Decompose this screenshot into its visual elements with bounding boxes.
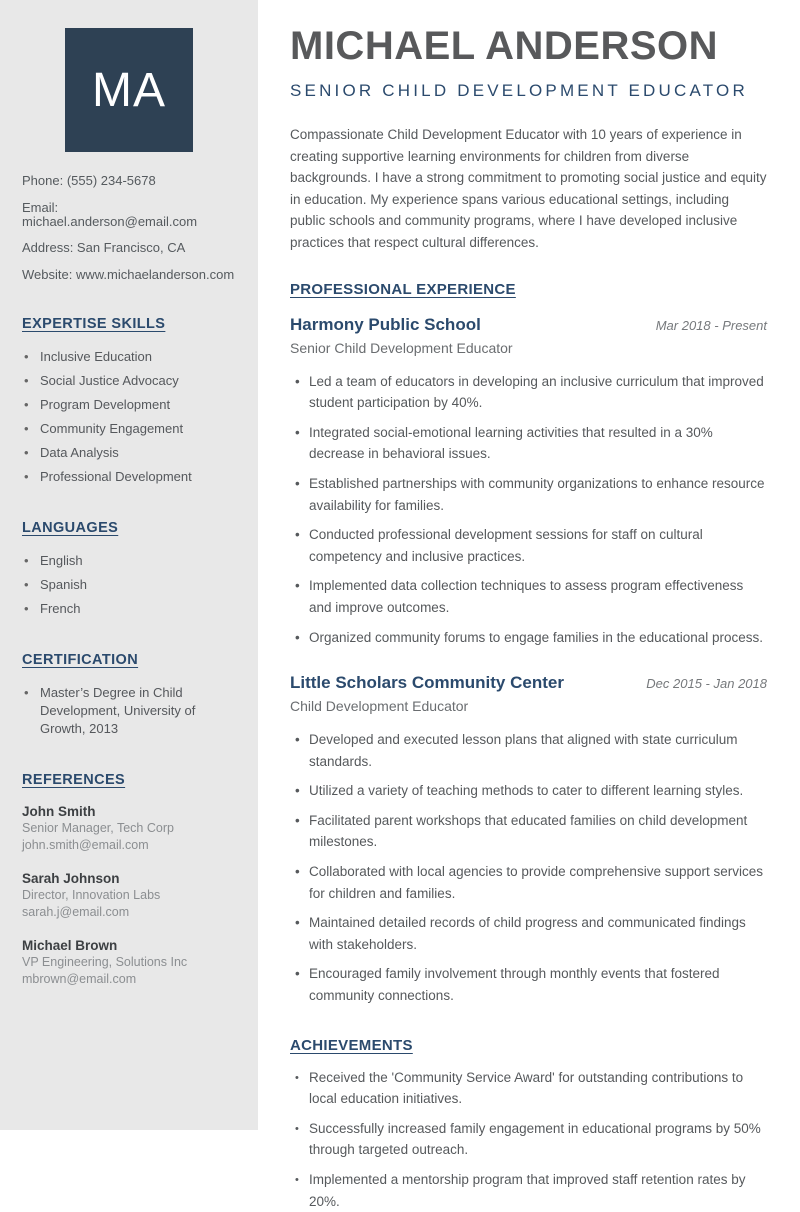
sidebar-heading-certification: CERTIFICATION <box>22 651 139 668</box>
reference-name: Michael Brown <box>22 937 118 953</box>
achievement-item: • Successfully increased family engagement in educational programs by 50% through targeted outreach. <box>290 1118 767 1161</box>
job-bullet: • Organized community forums to engage families in the educational process. <box>290 627 767 649</box>
reference-email: sarah.j@email.com <box>22 905 130 919</box>
contact-email: Email: michael.anderson@email.com <box>22 199 198 229</box>
job-bullet-list <box>290 729 767 1007</box>
main-content <box>258 0 800 1209</box>
reference-entry <box>22 937 236 989</box>
certification-item: • Master’s Degree in Child Development, University of Growth, 2013 <box>22 684 236 738</box>
job-bullet: • Integrated social-emotional learning activities that resulted in a 30% decrease in behavioral issues. <box>290 422 767 465</box>
achievement-item: • Received the 'Community Service Award' for outstanding contributions to local education initiatives. <box>290 1067 767 1110</box>
person-job-title: SENIOR CHILD DEVELOPMENT EDUCATOR <box>290 81 748 100</box>
reference-email: john.smith@email.com <box>22 838 149 852</box>
sidebar <box>0 0 258 1130</box>
job-entry <box>290 315 767 649</box>
contact-info <box>22 174 236 282</box>
language-item: • English <box>22 552 236 570</box>
summary-paragraph: Compassionate Child Development Educator with 10 years of experience in creating supportive learning environments for children from diverse backgrounds. I have a strong commitment to promoting social justice and equity in education. My experience spans various educational settings, including public schools and community programs, where I have developed inclusive practices that respect cultural differences. <box>290 127 767 250</box>
contact-website: Website: www.michaelanderson.com <box>22 266 235 282</box>
reference-name: John Smith <box>22 803 96 819</box>
sidebar-heading-references: REFERENCES <box>22 771 126 788</box>
job-role: Senior Child Development Educator <box>290 339 513 356</box>
job-bullet: • Developed and executed lesson plans that aligned with state curriculum standards. <box>290 729 767 772</box>
job-entry <box>290 673 767 1007</box>
job-dates: Mar 2018 - Present <box>655 317 767 333</box>
job-bullet: • Encouraged family involvement through monthly events that fostered community connections. <box>290 963 767 1006</box>
reference-name: Sarah Johnson <box>22 870 120 886</box>
job-bullet: • Maintained detailed records of child progress and communicated findings with stakeholders. <box>290 912 767 955</box>
achievements-list <box>290 1067 767 1212</box>
job-bullet: • Established partnerships with community organizations to enhance resource availability for families. <box>290 473 767 516</box>
language-item: • Spanish <box>22 576 236 594</box>
sidebar-heading-languages: LANGUAGES <box>22 519 119 536</box>
skill-item: • Community Engagement <box>22 420 236 438</box>
job-bullet: • Implemented data collection techniques to assess program effectiveness and improve outcomes. <box>290 575 767 618</box>
reference-entry <box>22 803 236 855</box>
contact-address: Address: San Francisco, CA <box>22 240 186 255</box>
achievement-item: • Implemented a mentorship program that improved staff retention rates by 20%. <box>290 1169 767 1212</box>
reference-email: mbrown@email.com <box>22 972 137 986</box>
job-header <box>290 315 767 335</box>
certification-list <box>22 684 236 738</box>
person-name: MICHAEL ANDERSON <box>290 24 719 68</box>
reference-entry <box>22 870 236 922</box>
job-bullet-list <box>290 371 767 649</box>
reference-role: Director, Innovation Labs <box>22 887 161 902</box>
languages-list <box>22 552 236 618</box>
skill-item: • Inclusive Education <box>22 348 236 366</box>
skills-list <box>22 348 236 486</box>
reference-role: Senior Manager, Tech Corp <box>22 820 174 835</box>
job-bullet: • Facilitated parent workshops that educated families on child development milestones. <box>290 810 767 853</box>
skill-item: • Data Analysis <box>22 444 236 462</box>
reference-role: VP Engineering, Solutions Inc <box>22 954 188 969</box>
section-heading-achievements: ACHIEVEMENTS <box>290 1036 413 1054</box>
language-item: • French <box>22 600 236 618</box>
job-bullet: • Led a team of educators in developing an inclusive curriculum that improved student participation by 40%. <box>290 371 767 414</box>
monogram-initials: MA <box>92 63 166 117</box>
skill-item: • Program Development <box>22 396 236 414</box>
monogram-badge <box>65 28 193 152</box>
sidebar-heading-expertise-skills: EXPERTISE SKILLS <box>22 315 166 332</box>
job-dates: Dec 2015 - Jan 2018 <box>646 676 767 692</box>
job-role: Child Development Educator <box>290 698 469 715</box>
job-bullet: • Conducted professional development sessions for staff on cultural competency and inclusive practices. <box>290 524 767 567</box>
skill-item: • Social Justice Advocacy <box>22 372 236 390</box>
skill-item: • Professional Development <box>22 468 236 486</box>
job-company: Little Scholars Community Center <box>290 673 564 693</box>
job-company: Harmony Public School <box>290 314 481 334</box>
job-header <box>290 673 767 693</box>
contact-phone: Phone: (555) 234-5678 <box>22 173 156 188</box>
job-bullet: • Collaborated with local agencies to provide comprehensive support services for children and families. <box>290 861 767 904</box>
section-heading-professional-experience: PROFESSIONAL EXPERIENCE <box>290 280 516 298</box>
job-bullet: • Utilized a variety of teaching methods to cater to different learning styles. <box>290 780 767 802</box>
